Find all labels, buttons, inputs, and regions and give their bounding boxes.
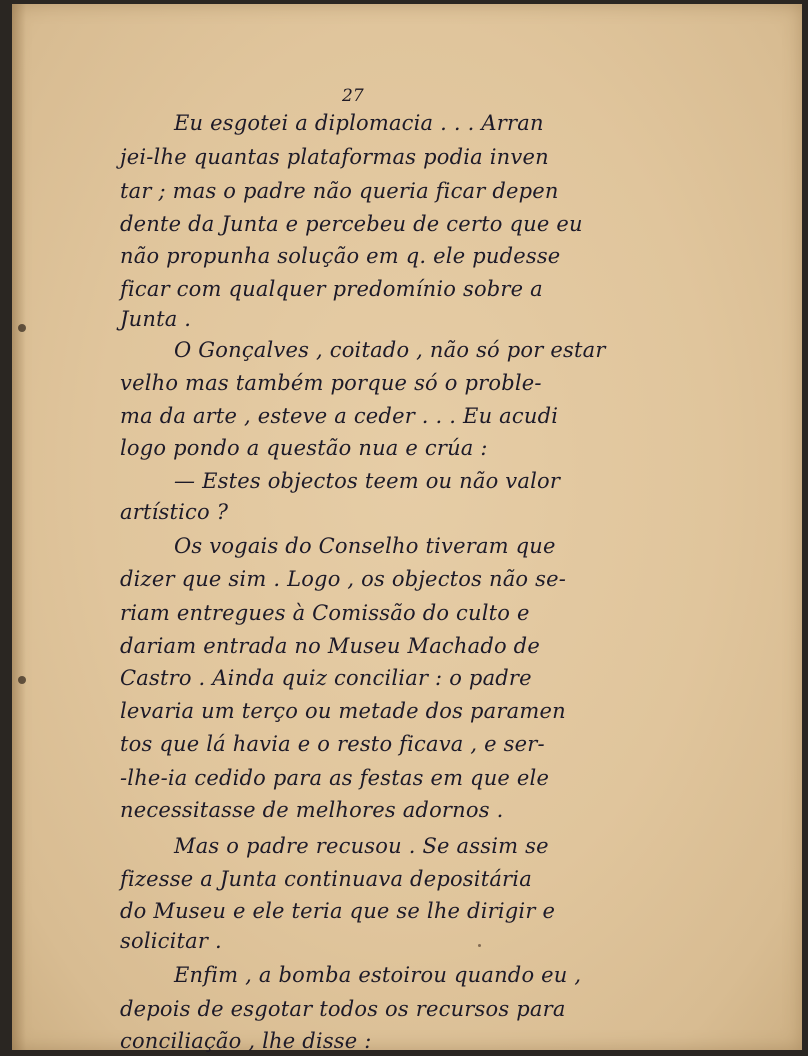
text-line: velho mas também porque só o proble- bbox=[120, 371, 542, 395]
text-line: riam entregues à Comissão do culto e bbox=[120, 601, 530, 625]
text-line: — Estes objectos teem ou não valor bbox=[174, 469, 561, 493]
manuscript-page bbox=[12, 4, 802, 1053]
text-line: O Gonçalves , coitado , não só por estar bbox=[174, 338, 606, 362]
text-line: jei-lhe quantas plataformas podia inven bbox=[120, 145, 549, 169]
text-line: Castro . Ainda quiz conciliar : o padre bbox=[120, 666, 532, 690]
text-line: Os vogais do Conselho tiveram que bbox=[174, 534, 556, 558]
text-line: do Museu e ele teria que se lhe dirigir e bbox=[120, 899, 556, 923]
text-line: logo pondo a questão nua e crúa : bbox=[120, 436, 488, 460]
binding-hole bbox=[18, 676, 26, 684]
text-line: dariam entrada no Museu Machado de bbox=[120, 634, 540, 658]
text-line: conciliação , lhe disse : bbox=[120, 1029, 372, 1053]
text-line: necessitasse de melhores adornos . bbox=[120, 798, 504, 822]
text-line: solicitar . bbox=[120, 929, 222, 953]
text-line: ficar com qualquer predomínio sobre a bbox=[120, 277, 543, 301]
page-spine-shadow bbox=[12, 4, 26, 1050]
text-line: tar ; mas o padre não queria ficar depen bbox=[120, 179, 559, 203]
text-line: Eu esgotei a diplomacia . . . Arran bbox=[174, 111, 544, 135]
text-line: não propunha solução em q. ele pudesse bbox=[120, 244, 561, 268]
text-line: Enfim , a bomba estoirou quando eu , bbox=[174, 963, 582, 987]
text-line: ma da arte , esteve a ceder . . . Eu acudi bbox=[120, 404, 559, 428]
text-line: tos que lá havia e o resto ficava , e ser- bbox=[120, 732, 545, 756]
text-line: dente da Junta e percebeu de certo que eu bbox=[120, 212, 583, 236]
text-line: Mas o padre recusou . Se assim se bbox=[174, 834, 549, 858]
binding-hole bbox=[18, 324, 26, 332]
text-line: levaria um terço ou metade dos paramen bbox=[120, 699, 566, 723]
text-line: fizesse a Junta continuava depositária bbox=[120, 867, 532, 891]
page-number: 27 bbox=[342, 86, 364, 106]
text-line: depois de esgotar todos os recursos para bbox=[120, 997, 566, 1021]
text-line: artístico ? bbox=[120, 500, 229, 524]
text-line: -lhe-ia cedido para as festas em que ele bbox=[120, 766, 550, 790]
text-line: dizer que sim . Logo , os objectos não se- bbox=[120, 567, 567, 591]
paper-speck bbox=[478, 944, 481, 947]
text-line: Junta . bbox=[120, 307, 192, 331]
